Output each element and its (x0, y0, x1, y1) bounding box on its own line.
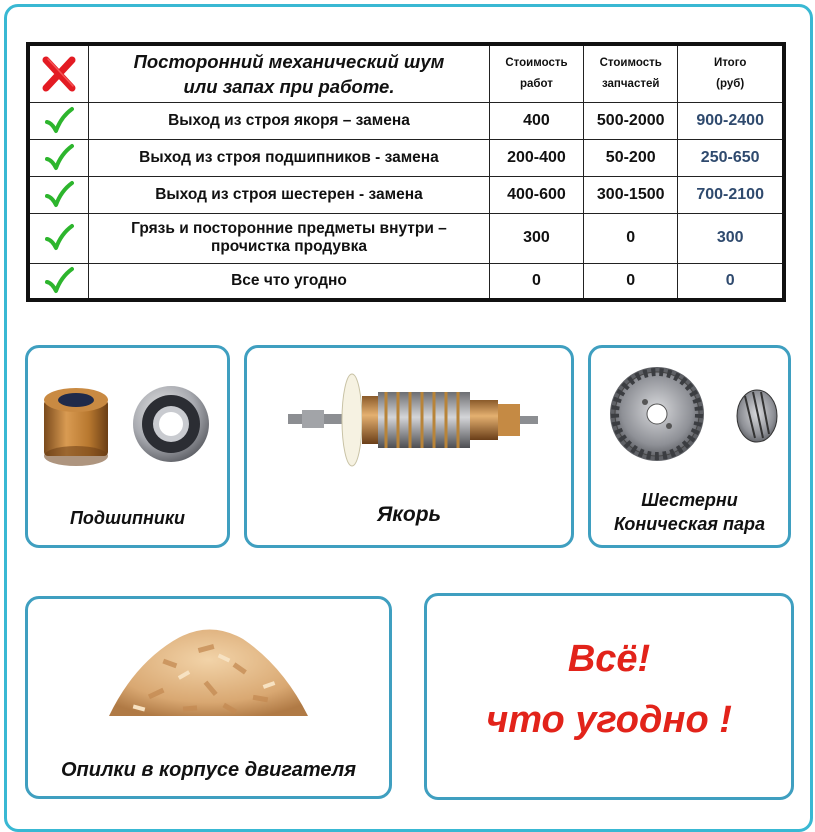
green-check-icon (44, 143, 74, 173)
row-description: Выход из строя якоря – замена (89, 102, 490, 139)
sawdust-caption: Опилки в корпусе двигателя (61, 759, 356, 781)
row-parts-cost: 0 (584, 213, 678, 263)
table-title-line2: или запах при работе. (183, 75, 395, 97)
row-description-line2: прочистка продувка (210, 238, 367, 255)
sawdust-image (103, 611, 313, 726)
green-check-icon (44, 266, 74, 296)
row-parts-cost: 0 (584, 263, 678, 300)
header-parts-cost (584, 44, 678, 102)
row-icon-cell (28, 263, 89, 300)
row-total: 300 (678, 213, 784, 263)
bevel-gears-image (605, 366, 785, 466)
row-total: 0 (678, 263, 784, 300)
row-description-line1: Грязь и посторонние предметы внутри – (131, 220, 447, 237)
row-work-cost: 300 (489, 213, 583, 263)
table-row (28, 176, 784, 213)
gears-caption (591, 488, 788, 536)
green-check-icon (44, 223, 74, 253)
row-description: Выход из строя подшипников - замена (89, 139, 490, 176)
header-icon-cell (28, 44, 89, 102)
green-check-icon (44, 106, 74, 136)
header-total-line1: Итого (713, 56, 747, 69)
table-row (28, 139, 784, 176)
row-description: Выход из строя шестерен - замена (89, 176, 490, 213)
row-description: Все что угодно (89, 263, 490, 300)
row-parts-cost: 50-200 (584, 139, 678, 176)
row-total: 900-2400 (678, 102, 784, 139)
header-work-cost (489, 44, 583, 102)
table-header-row (28, 44, 784, 102)
red-cross-icon (42, 56, 76, 92)
gears-card (588, 345, 791, 548)
row-work-cost: 0 (489, 263, 583, 300)
green-check-icon (44, 180, 74, 210)
gears-caption-line1: Шестерни (641, 490, 738, 510)
table-row (28, 263, 784, 300)
row-icon-cell (28, 102, 89, 139)
repair-cost-table (26, 42, 786, 302)
table-title (89, 44, 490, 102)
table-row (28, 102, 784, 139)
header-total-line2: (руб) (716, 77, 745, 90)
row-total: 250-650 (678, 139, 784, 176)
table-row (28, 213, 784, 263)
anything-line1: Всё! (567, 638, 651, 680)
sawdust-card (25, 596, 392, 799)
anything-line2: что угодно ! (486, 699, 732, 741)
row-parts-cost: 300-1500 (584, 176, 678, 213)
row-work-cost: 400-600 (489, 176, 583, 213)
armature-card (244, 345, 574, 548)
row-parts-cost: 500-2000 (584, 102, 678, 139)
header-work-line2: работ (520, 77, 553, 90)
armature-image (282, 370, 542, 470)
row-description (89, 213, 490, 263)
gears-caption-line2: Коническая пара (614, 514, 765, 534)
bearings-image (36, 378, 221, 468)
bearings-caption: Подшипники (69, 508, 186, 528)
row-total: 700-2100 (678, 176, 784, 213)
header-work-line1: Стоимость (505, 56, 568, 69)
header-parts-line1: Стоимость (599, 56, 662, 69)
row-icon-cell (28, 213, 89, 263)
row-icon-cell (28, 139, 89, 176)
bearings-card (25, 345, 230, 548)
table-title-line1: Посторонний механический шум (133, 50, 445, 72)
row-work-cost: 200-400 (489, 139, 583, 176)
header-parts-line2: запчастей (601, 77, 660, 90)
armature-caption: Якорь (376, 503, 442, 526)
header-total (678, 44, 784, 102)
anything-card (424, 593, 794, 800)
row-work-cost: 400 (489, 102, 583, 139)
row-icon-cell (28, 176, 89, 213)
